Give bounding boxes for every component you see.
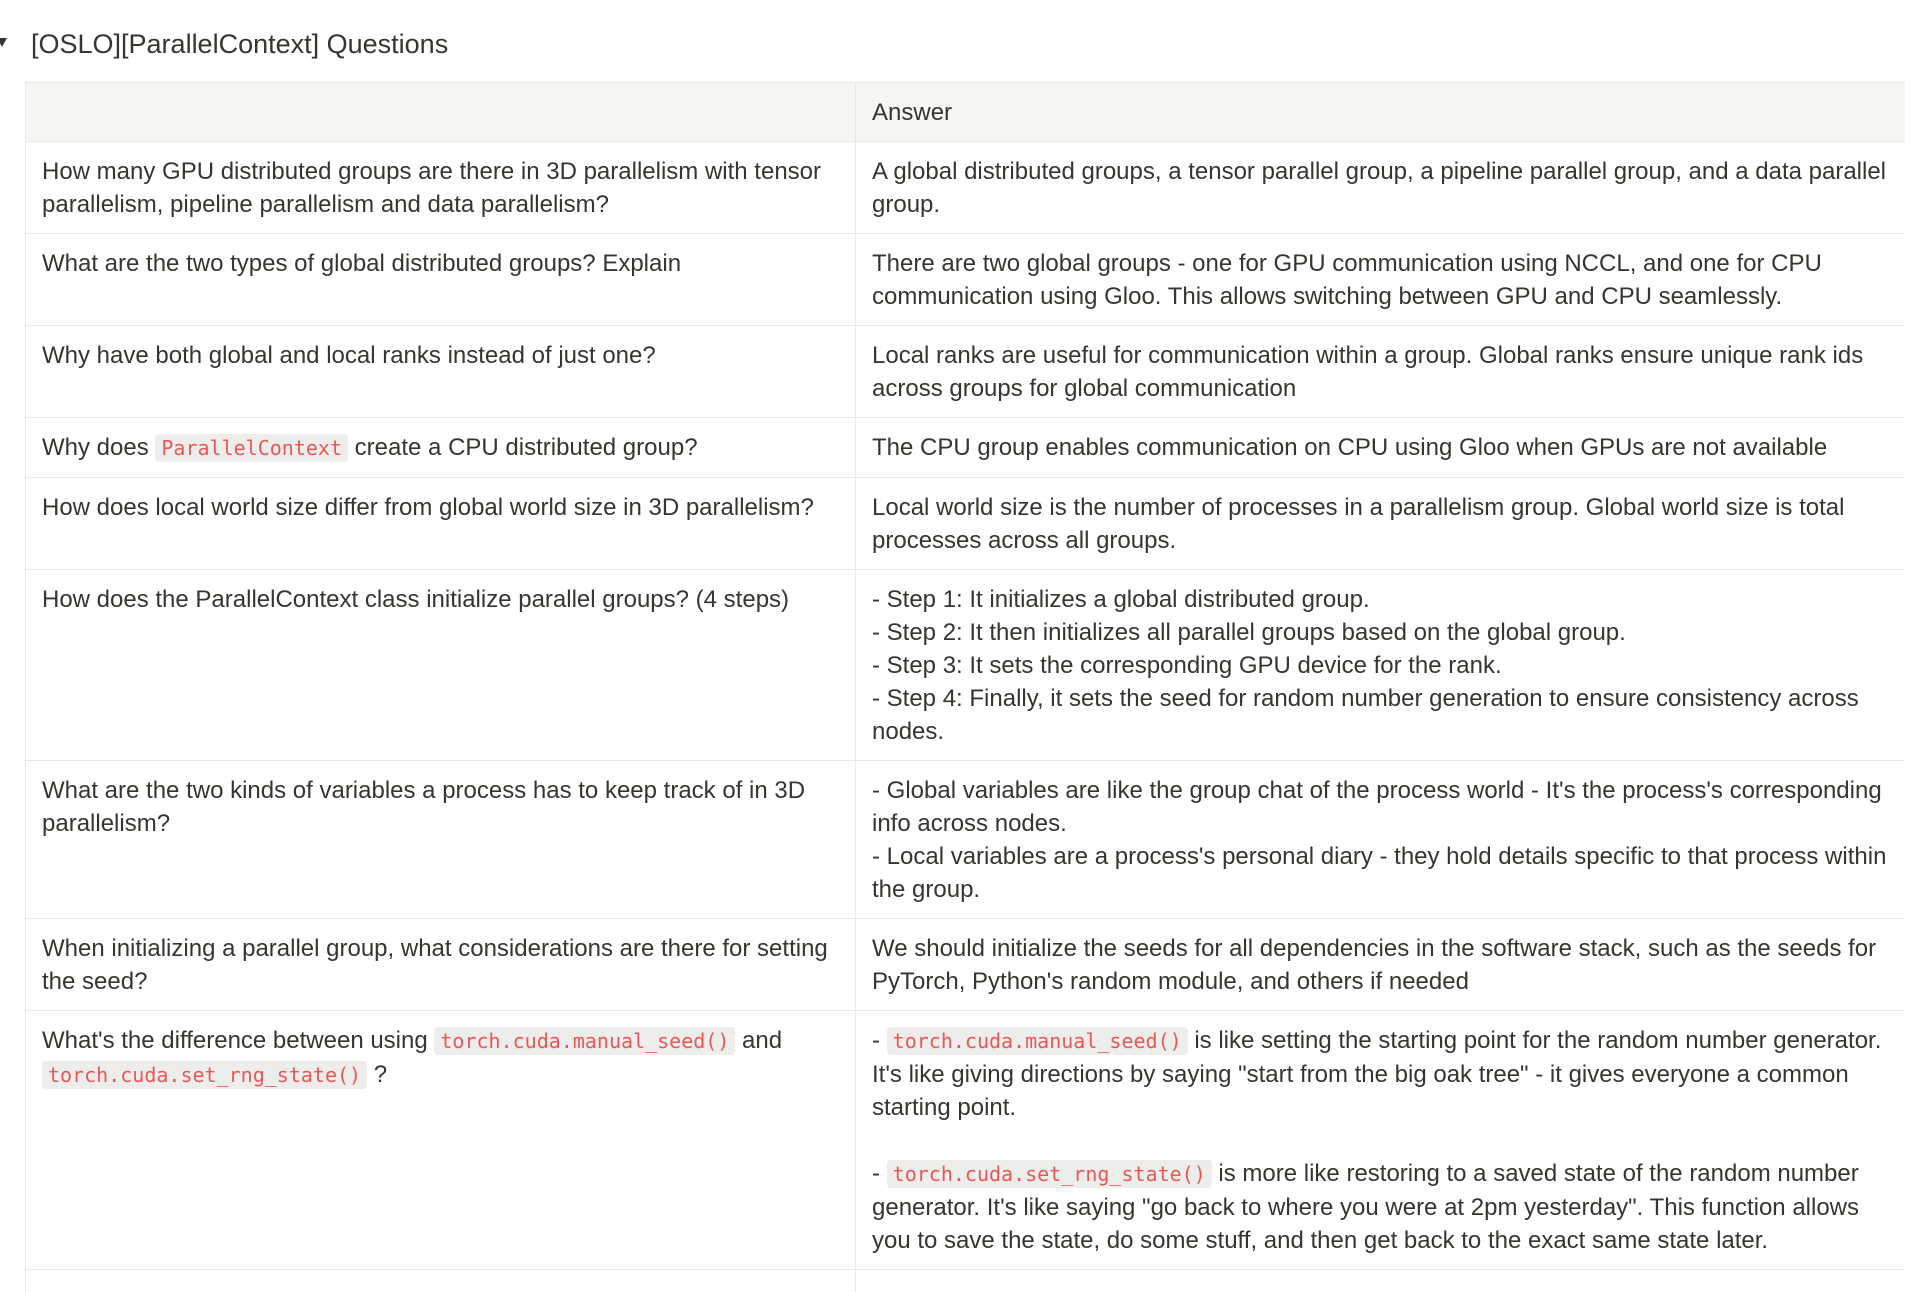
- answer-line: - Step 4: Finally, it sets the seed for random number generation to ensure consistency across nodes.: [872, 682, 1889, 748]
- answer-cell[interactable]: [856, 1011, 1906, 1270]
- answer-cell[interactable]: A global distributed groups, a tensor parallel group, a pipeline parallel group, and a data parallel group.: [856, 142, 1906, 234]
- question-cell[interactable]: [26, 1011, 856, 1270]
- table-row: [26, 326, 1906, 418]
- table-row: [26, 570, 1906, 761]
- answer-paragraph: [872, 1024, 1889, 1124]
- table-row: [26, 761, 1906, 919]
- inline-code: torch.cuda.manual_seed(): [434, 1027, 735, 1055]
- answer-line: - Step 1: It initializes a global distributed group.: [872, 583, 1889, 616]
- answer-cell[interactable]: We should initialize the seeds for all dependencies in the software stack, such as the seeds for PyTorch, Python's random module, and others if needed: [856, 919, 1906, 1011]
- question-cell[interactable]: When initializing a parallel group, what considerations are there for setting the seed?: [26, 919, 856, 1011]
- column-header-question[interactable]: [26, 83, 856, 142]
- answer-cell[interactable]: [856, 1270, 1906, 1292]
- question-cell[interactable]: [26, 418, 856, 478]
- table-row: [26, 478, 1906, 570]
- answer-cell[interactable]: The CPU group enables communication on CPU using Gloo when GPUs are not available: [856, 418, 1906, 478]
- toggle-triangle-icon[interactable]: [0, 38, 7, 47]
- table-row: [26, 1011, 1906, 1270]
- table-row: [26, 418, 1906, 478]
- answer-line: - Step 3: It sets the corresponding GPU device for the rank.: [872, 649, 1889, 682]
- question-cell[interactable]: How many GPU distributed groups are there in 3D parallelism with tensor parallelism, pipeline parallelism and data parallelism?: [26, 142, 856, 234]
- answer-text: is like setting the starting point for the random number generator. It's like giving directions by saying "start from the big oak tree" - it gives everyone a common starting point.: [872, 1027, 1881, 1121]
- question-text: What's the difference between using: [42, 1027, 434, 1054]
- table-row: [26, 142, 1906, 234]
- paragraph-gap: [872, 1124, 1889, 1157]
- questions-table-wrapper: [25, 82, 1905, 1292]
- question-cell[interactable]: [26, 1270, 856, 1292]
- table-row: [26, 1270, 1906, 1292]
- answer-text: -: [872, 1160, 887, 1187]
- answer-line: - Step 2: It then initializes all parallel groups based on the global group.: [872, 616, 1889, 649]
- table-header-row: [26, 83, 1906, 142]
- question-cell[interactable]: How does the ParallelContext class initialize parallel groups? (4 steps): [26, 570, 856, 761]
- question-cell[interactable]: How does local world size differ from global world size in 3D parallelism?: [26, 478, 856, 570]
- question-cell[interactable]: What are the two types of global distributed groups? Explain: [26, 234, 856, 326]
- table-row: [26, 919, 1906, 1011]
- answer-cell[interactable]: [856, 761, 1906, 919]
- answer-text: -: [872, 1027, 887, 1054]
- inline-code: torch.cuda.set_rng_state(): [887, 1160, 1212, 1188]
- toggle-title: [OSLO][ParallelContext] Questions: [31, 29, 448, 60]
- answer-cell[interactable]: [856, 570, 1906, 761]
- table-row: [26, 234, 1906, 326]
- answer-cell[interactable]: Local ranks are useful for communication within a group. Global ranks ensure unique rank ids across groups for global communication: [856, 326, 1906, 418]
- answer-cell[interactable]: Local world size is the number of processes in a parallelism group. Global world size is total processes across all groups.: [856, 478, 1906, 570]
- answer-line: - Global variables are like the group chat of the process world - It's the process's corresponding info across nodes.: [872, 774, 1889, 840]
- question-text: ?: [367, 1061, 387, 1088]
- answer-line: - Local variables are a process's personal diary - they hold details specific to that process within the group.: [872, 840, 1889, 906]
- inline-code: torch.cuda.set_rng_state(): [42, 1061, 367, 1089]
- questions-table: [25, 82, 1905, 1292]
- answer-paragraph: [872, 1157, 1889, 1257]
- answer-cell[interactable]: There are two global groups - one for GPU communication using NCCL, and one for CPU communication using Gloo. This allows switching between GPU and CPU seamlessly.: [856, 234, 1906, 326]
- inline-code: torch.cuda.manual_seed(): [887, 1027, 1188, 1055]
- question-cell[interactable]: Why have both global and local ranks instead of just one?: [26, 326, 856, 418]
- question-text: create a CPU distributed group?: [348, 434, 698, 461]
- column-header-answer[interactable]: Answer: [856, 83, 1906, 142]
- question-cell[interactable]: What are the two kinds of variables a process has to keep track of in 3D parallelism?: [26, 761, 856, 919]
- question-text: Why does: [42, 434, 155, 461]
- answer-text: is more like restoring to a saved state of the random number generator. It's like saying "go back to where you were at 2pm yesterday". This function allows you to save the state, do some stuff, and then get back to the exact same state later.: [872, 1160, 1859, 1254]
- toggle-block: [0, 22, 448, 66]
- inline-code: ParallelContext: [155, 434, 348, 462]
- question-text: and: [735, 1027, 782, 1054]
